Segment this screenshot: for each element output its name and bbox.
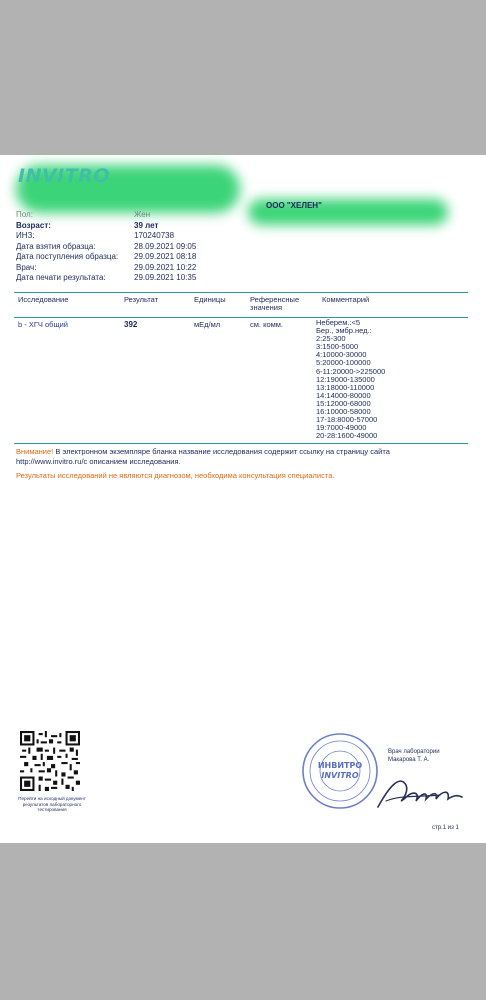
info-value: 29.09.2021 10:22	[134, 262, 197, 272]
qr-code[interactable]	[20, 731, 80, 791]
info-label: Дата печати результата:	[16, 273, 106, 282]
reference-comments	[316, 319, 385, 440]
table-header-rule	[14, 317, 468, 318]
comment-line: 13:18000-110000	[316, 382, 375, 392]
result-units: мЕд/мл	[194, 320, 221, 329]
header-result: Результат	[124, 295, 159, 304]
attention-note	[16, 447, 456, 466]
page-number: стр.1 из 1	[432, 825, 459, 831]
test-name-link[interactable]: b - ХГЧ общий	[18, 320, 68, 329]
header-reference-line2: значения	[250, 303, 283, 312]
header-units: Единицы	[194, 295, 226, 304]
comment-line: 5:20000-100000	[316, 358, 371, 368]
result-reference: см. комм.	[250, 320, 284, 329]
comment-line: 6-11:20000->225000	[316, 366, 386, 376]
attention-text: В электронном экземпляре бланка название исследования содержит ссылку на страницу сайта http://www.invitro.ru/с описанием исследования.	[16, 447, 390, 466]
info-value: 29.09.2021 08:18	[134, 252, 197, 261]
table-top-rule	[14, 292, 468, 293]
comment-line: 15:12000-68000	[316, 398, 371, 408]
comment-line: 12:19000-135000	[316, 374, 375, 384]
info-value: 29.09.2021 10:35	[134, 273, 197, 282]
info-value: 39 лет	[134, 220, 159, 230]
info-value: 170240738	[134, 231, 175, 240]
comment-line: 17-18:8000-57000	[316, 415, 378, 425]
attention-word: Внимание!	[16, 447, 54, 456]
comment-line: 2:25-300	[316, 334, 346, 344]
svg-text:INVITRO: INVITRO	[321, 771, 359, 780]
handwritten-signature-icon	[370, 765, 470, 815]
doctor-signature-block	[388, 748, 440, 764]
header-test: Исследование	[18, 295, 69, 304]
invitro-logo: INVITRO	[18, 165, 110, 187]
info-value: Жен	[134, 210, 151, 219]
info-label: ИНЗ:	[16, 231, 35, 240]
comment-line: 20-28:1600-49000	[316, 431, 378, 441]
comment-line: Бер., эмбр.нед.:	[316, 326, 372, 336]
header-comment: Комментарий	[322, 295, 370, 304]
header-reference	[250, 296, 299, 312]
clinic-name: ООО "ХЕЛЕН"	[266, 201, 322, 210]
info-label: Врач:	[16, 262, 37, 272]
result-value: 392	[124, 320, 138, 329]
doctor-title: Врач лаборатории	[388, 749, 440, 755]
comment-line: 14:14000-80000	[316, 390, 371, 400]
comment-line: 4:10000-30000	[316, 350, 367, 360]
info-label: Возраст:	[16, 220, 51, 230]
comment-line: 16:10000-58000	[316, 407, 371, 417]
info-label: Дата взятия образца:	[16, 241, 96, 251]
comment-line: 19:7000-49000	[316, 423, 367, 433]
qr-caption: Перейти на исходный документ результатов лабораторного тестирования	[18, 796, 86, 813]
info-value: 28.09.2021 09:05	[134, 241, 197, 251]
table-bottom-rule	[14, 443, 468, 444]
info-label: Дата поступления образца:	[16, 252, 119, 261]
info-label: Пол:	[16, 210, 33, 219]
stamp-text: ИНВИТРО	[317, 761, 363, 770]
header-reference-line1: Референсные	[250, 295, 300, 304]
doctor-name: Макарова Т. А.	[388, 757, 430, 763]
comment-line: Неберем.:<5	[316, 318, 361, 327]
disclaimer-text: Результаты исследований не являются диагнозом, необходима консультация специалиста.	[16, 471, 335, 480]
comment-line: 3:1500-5000	[316, 342, 359, 352]
lab-report-page	[0, 155, 486, 843]
laboratory-stamp-icon	[300, 731, 380, 811]
